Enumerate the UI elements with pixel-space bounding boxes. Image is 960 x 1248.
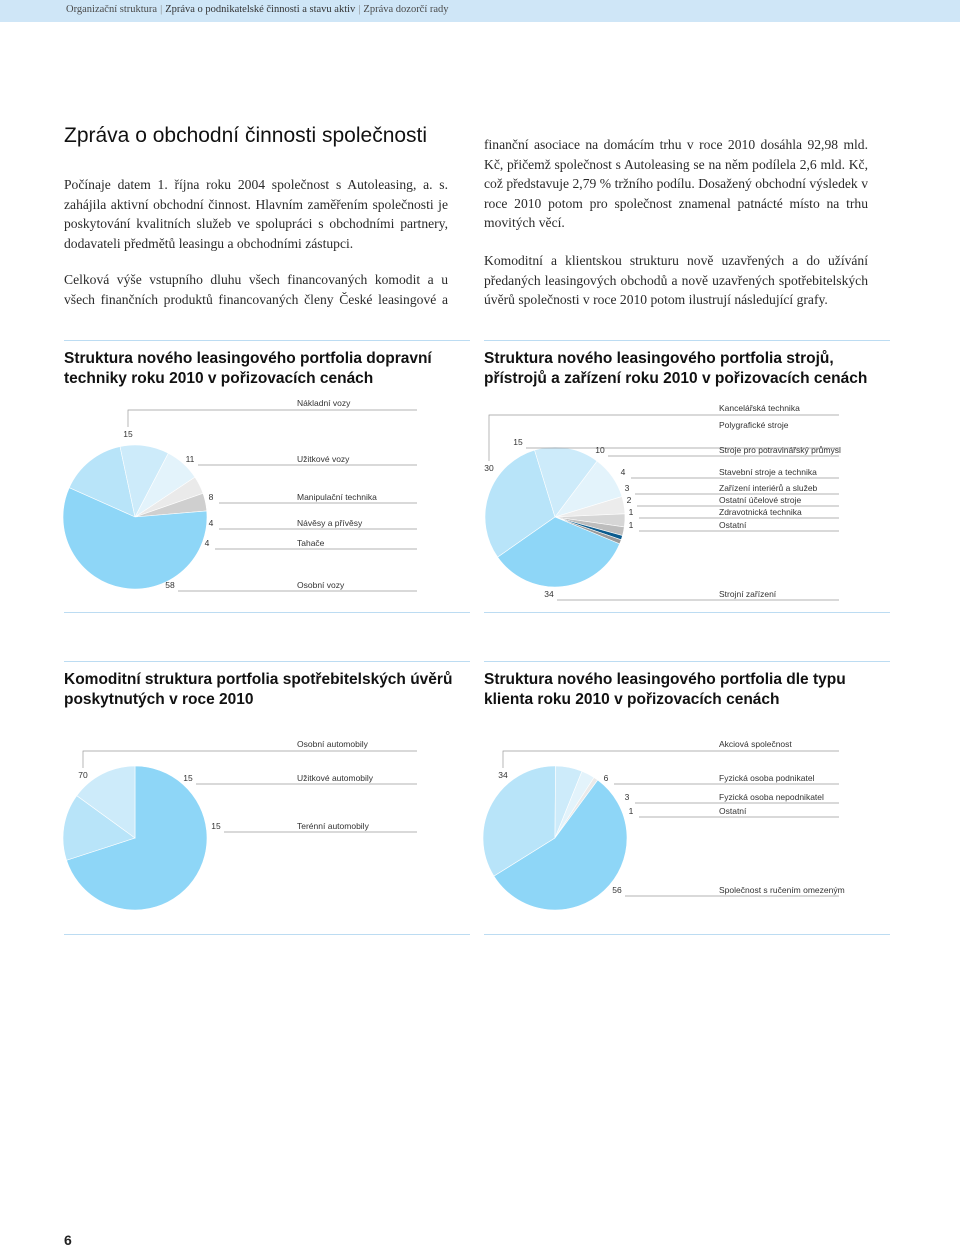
chart-title-consumer-loans: Komoditní struktura portfolia spotřebitelských úvěrů poskytnutých v roce 2010: [64, 661, 470, 710]
slice-value-label: 8: [208, 492, 214, 502]
slice-value-label: 1: [628, 507, 634, 517]
breadcrumb-separator: |: [160, 4, 163, 15]
slice-category-label: Stavební stroje a technika: [719, 467, 817, 477]
slice-category-label: Akciová společnost: [719, 739, 792, 749]
slice-value-label: 70: [78, 770, 88, 780]
leader-line: [503, 751, 839, 768]
slice-value-label: 4: [204, 538, 210, 548]
slice-value-label: 15: [183, 773, 193, 783]
slice-value-label: 1: [628, 520, 634, 530]
slice-category-label: Fyzická osoba nepodnikatel: [719, 792, 824, 802]
page-number: 6: [64, 1232, 72, 1248]
slice-category-label: Terénní automobily: [297, 821, 369, 831]
slice-value-label: 1: [628, 806, 634, 816]
paragraph-market: Celková výše vstupního dluhu všech financovaných komodit a u všech finančních produktů financovaných členy České leasingové a: [64, 272, 448, 307]
slice-category-label: Zařízení interiérů a služeb: [719, 483, 818, 493]
slice-value-label: 58: [165, 580, 175, 590]
slice-category-label: Společnost s ručením omezeným: [719, 885, 845, 895]
slice-category-label: Strojní zařízení: [719, 589, 777, 599]
slice-value-label: 34: [544, 589, 554, 599]
slice-value-label: 34: [498, 770, 508, 780]
slice-value-label: 15: [211, 821, 221, 831]
chart-title-client-type: Struktura nového leasingového portfolia dle typu klienta roku 2010 v pořizovacích cenách: [484, 661, 890, 710]
slice-value-label: 10: [595, 445, 605, 455]
slice-category-label: Stroje pro potravinářský průmysl: [719, 445, 841, 455]
slice-category-label: Ostatní účelové stroje: [719, 495, 802, 505]
chart-title-transport: Struktura nového leasingového portfolia dopravní techniky roku 2010 v pořizovacích cenách: [64, 340, 470, 389]
breadcrumb-item-zprava-o-podnikatelske-cinnosti[interactable]: Zpráva o podnikatelské činnosti a stavu aktiv: [165, 4, 356, 15]
slice-category-label: Osobní vozy: [297, 580, 345, 590]
slice-value-label: 11: [185, 454, 195, 464]
slice-category-label: Kancelářská technika: [719, 403, 800, 413]
breadcrumb-separator: |: [358, 4, 361, 15]
pie-chart-3: [63, 739, 417, 910]
slice-value-label: 2: [626, 495, 632, 505]
page-title: Zpráva o obchodní činnosti společnosti: [64, 124, 428, 147]
breadcrumb-item-zprava-dozorci-rady[interactable]: Zpráva dozorčí rady: [363, 4, 449, 15]
pie-chart-2: [484, 403, 841, 600]
paragraph-charts-intro: Komoditní a klientskou strukturu nově uzavřených a do užívání předaných leasingových obchodů a nově uzavřených spotřebitelských úvěrů společnosti v roce 2010 potom ilustrují následující grafy.: [484, 253, 868, 307]
slice-category-label: Zdravotnická technika: [719, 507, 802, 517]
breadcrumb-item-organizacni-struktura[interactable]: Organizační struktura: [66, 4, 158, 15]
slice-category-label: Ostatní: [719, 806, 747, 816]
slice-category-label: Tahače: [297, 538, 325, 548]
slice-value-label: 6: [603, 773, 609, 783]
slice-category-label: Nákladní vozy: [297, 398, 351, 408]
slice-category-label: Manipulační technika: [297, 492, 377, 502]
slice-value-label: 4: [208, 518, 214, 528]
slice-category-label: Osobní automobily: [297, 739, 368, 749]
slice-value-label: 30: [484, 463, 494, 473]
pie-chart-4: [483, 739, 845, 910]
pie-chart-1: [63, 398, 417, 591]
leader-line: [83, 751, 417, 768]
slice-category-label: Užitkové automobily: [297, 773, 374, 783]
paragraph-intro: Počínaje datem 1. října roku 2004 společnost s Autoleasing, a. s. zahájila aktivní obchodní činnost. Hlavním zaměřením společnosti je poskytování kvalitních služeb ve spolupráci s obchodními partnery, dodavateli předmětů leasingu a obchodními zástupci.: [64, 177, 448, 251]
slice-value-label: 3: [624, 483, 630, 493]
slice-category-label: Návěsy a přívěsy: [297, 518, 363, 528]
slice-category-label: Ostatní: [719, 520, 747, 530]
leader-line: [128, 410, 417, 427]
chart-title-machinery: Struktura nového leasingového portfolia strojů, přístrojů a zařízení roku 2010 v pořizovacích cenách: [484, 340, 890, 389]
slice-value-label: 56: [612, 885, 622, 895]
slice-value-label: 15: [123, 429, 133, 439]
slice-value-label: 4: [620, 467, 626, 477]
paragraph-market-continued: finanční asociace na domácím trhu v roce 2010 dosáhla 92,98 mld. Kč, přičemž společnost s Autoleasing se na něm podílela 2,6 mld. Kč, což představuje 2,79 % tržního podílu. Dosažený obchodní výsledek v roce 2010 potom pro společnost znamenal patnácté místo na trhu movitých věcí.: [484, 137, 868, 230]
slice-category-label: Fyzická osoba podnikatel: [719, 773, 815, 783]
slice-category-label: Užitkové vozy: [297, 454, 350, 464]
slice-category-label: Polygrafické stroje: [719, 420, 789, 430]
slice-value-label: 15: [513, 437, 523, 447]
slice-value-label: 3: [624, 792, 630, 802]
